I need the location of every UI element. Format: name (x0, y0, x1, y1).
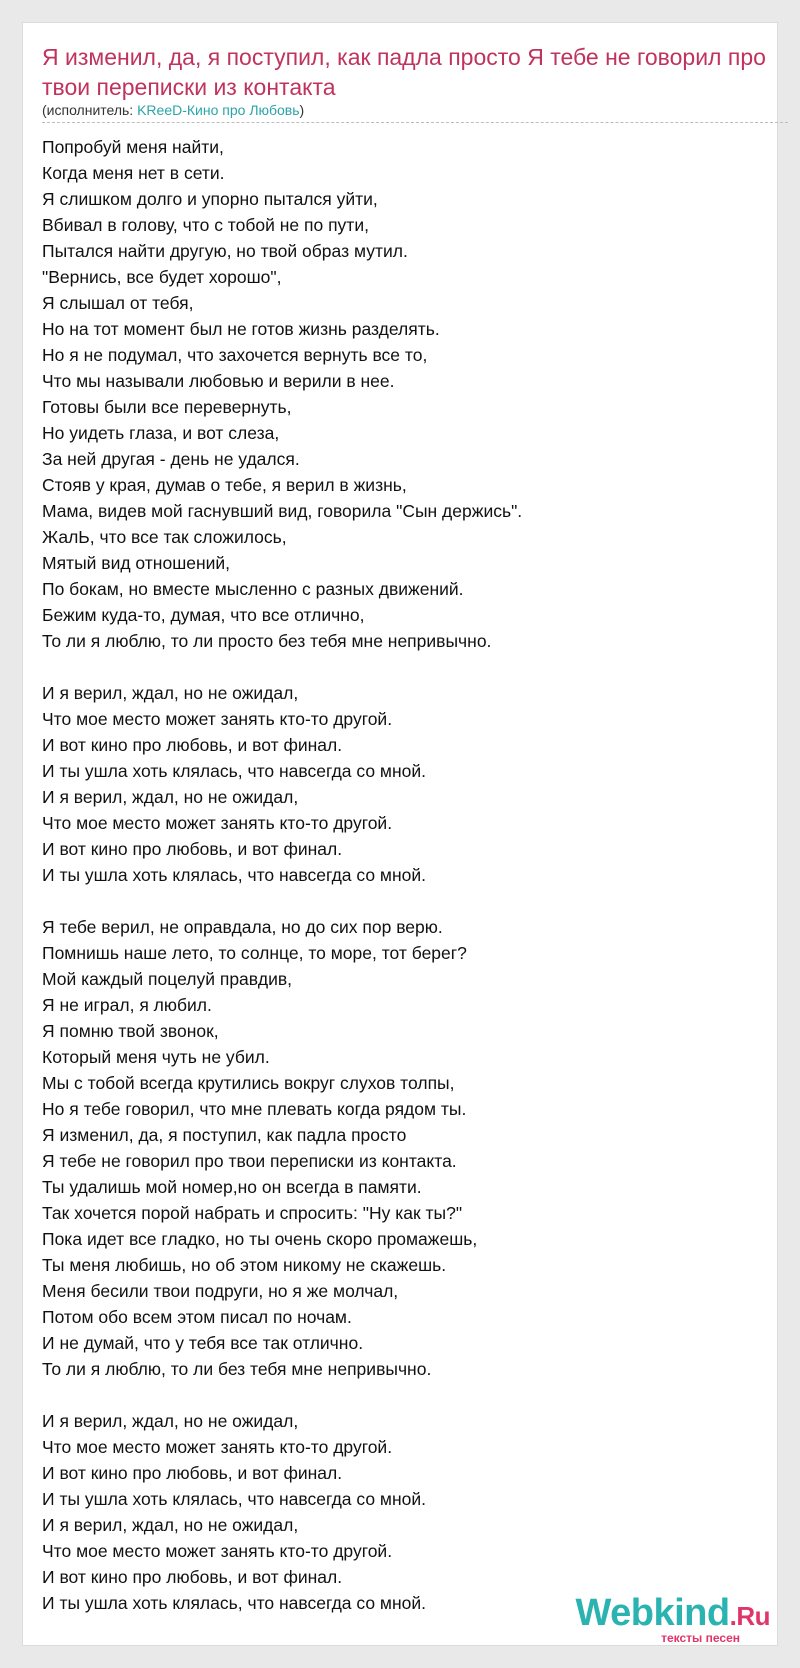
lyrics-line: Что мы называли любовью и верили в нее. (42, 371, 395, 391)
lyrics-line: Что мое место может занять кто-то другой. (42, 1437, 393, 1457)
lyrics-line: Но на тот момент был не готов жизнь разделять. (42, 319, 440, 339)
lyrics-line: Но уидеть глаза, и вот слеза, (42, 423, 280, 443)
lyrics-line: Ты меня любишь, но об этом никому не скажешь. (42, 1255, 447, 1275)
lyrics-stanza (42, 1408, 782, 1616)
lyrics-line: И не думай, что у тебя все так отлично. (42, 1333, 364, 1353)
lyrics-line: Что мое место может занять кто-то другой. (42, 813, 393, 833)
logo-tld: .Ru (729, 1601, 770, 1631)
lyrics-line: И я верил, ждал, но не ожидал, (42, 1411, 299, 1431)
lyrics-line: Вбивал в голову, что с тобой не по пути, (42, 215, 369, 235)
lyrics-line: Так хочется порой набрать и спросить: "Ну как ты?" (42, 1203, 463, 1223)
logo-main-text: Webkind (575, 1592, 730, 1634)
lyrics-line: По бокам, но вместе мысленно с разных движений. (42, 579, 464, 599)
artist-line (42, 101, 304, 119)
lyrics-line: И ты ушла хоть клялась, что навсегда со мной. (42, 865, 426, 885)
artist-prefix: (исполнитель: (42, 102, 138, 118)
lyrics-line: Что мое место может занять кто-то другой. (42, 1541, 393, 1561)
lyrics-line: Я помню твой звонок, (42, 1021, 219, 1041)
lyrics-line: И вот кино про любовь, и вот финал. (42, 1567, 343, 1587)
artist-link[interactable]: KReeD-Кино про Любовь (137, 102, 300, 118)
artist-suffix: ) (299, 102, 305, 118)
lyrics-stanza (42, 134, 782, 654)
lyrics-line: Мама, видев мой гаснувший вид, говорила "Сын держись". (42, 501, 523, 521)
lyrics-line: Который меня чуть не убил. (42, 1047, 270, 1067)
lyrics-line: Я изменил, да, я поступил, как падла просто (42, 1125, 407, 1145)
lyrics-line: Я слышал от тебя, (42, 293, 194, 313)
lyrics-line: ЖалЬ, что все так сложилось, (42, 527, 287, 547)
lyrics-line: Я тебе верил, не оправдала, но до сих пор верю. (42, 917, 443, 937)
page-title: Я изменил, да, я поступил, как падла просто Я тебе не говорил про твои переписки из контакта (42, 44, 766, 100)
lyrics-line: И вот кино про любовь, и вот финал. (42, 1463, 343, 1483)
lyrics-line: И я верил, ждал, но не ожидал, (42, 1515, 299, 1535)
lyrics-line: Ты удалишь мой номер,но он всегда в памяти. (42, 1177, 422, 1197)
lyrics-line: Я не играл, я любил. (42, 995, 212, 1015)
lyrics-line: Бежим куда-то, думая, что все отлично, (42, 605, 365, 625)
lyrics-line: Помнишь наше лето, то солнце, то море, тот берег? (42, 943, 467, 963)
lyrics-line: И вот кино про любовь, и вот финал. (42, 839, 343, 859)
lyrics-line: Но я не подумал, что захочется вернуть все то, (42, 345, 428, 365)
lyrics-line: Пока идет все гладко, но ты очень скоро промажешь, (42, 1229, 478, 1249)
lyrics-line: То ли я люблю, то ли без тебя мне непривычно. (42, 1359, 432, 1379)
lyrics-line: Когда меня нет в сети. (42, 163, 225, 183)
lyrics-text (42, 134, 782, 1645)
lyrics-line: И вот кино про любовь, и вот финал. (42, 735, 343, 755)
lyrics-line: И я верил, ждал, но не ожидал, (42, 787, 299, 807)
lyrics-line: Я слишком долго и упорно пытался уйти, (42, 189, 378, 209)
dashed-divider (42, 122, 788, 123)
lyrics-line: Потом обо всем этом писал по ночам. (42, 1307, 352, 1327)
lyrics-line: Мой каждый поцелуй правдив, (42, 969, 293, 989)
lyrics-line: Готовы были все перевернуть, (42, 397, 292, 417)
lyrics-line: Пытался найти другую, но твой образ мутил. (42, 241, 408, 261)
lyrics-line: То ли я люблю, то ли просто без тебя мне непривычно. (42, 631, 492, 651)
lyrics-line: Мятый вид отношений, (42, 553, 231, 573)
lyrics-stanza (42, 914, 782, 1382)
logo-tagline: тексты песен (661, 1631, 740, 1645)
lyrics-line: Мы с тобой всегда крутились вокруг слухов толпы, (42, 1073, 455, 1093)
lyrics-line: И я верил, ждал, но не ожидал, (42, 683, 299, 703)
lyrics-line: "Вернись, все будет хорошо", (42, 267, 282, 287)
lyrics-line: Стояв у края, думав о тебе, я верил в жизнь, (42, 475, 407, 495)
lyrics-line: И ты ушла хоть клялась, что навсегда со мной. (42, 1593, 426, 1613)
lyrics-line: Меня бесили твои подруги, но я же молчал, (42, 1281, 399, 1301)
logo-wordmark (575, 1593, 770, 1636)
lyrics-line: И ты ушла хоть клялась, что навсегда со мной. (42, 1489, 426, 1509)
lyrics-line: Что мое место может занять кто-то другой. (42, 709, 393, 729)
lyrics-line: За ней другая - день не удался. (42, 449, 300, 469)
lyrics-stanza (42, 680, 782, 888)
lyrics-line: И ты ушла хоть клялась, что навсегда со мной. (42, 761, 426, 781)
lyrics-line: Попробуй меня найти, (42, 137, 224, 157)
site-logo[interactable] (575, 1593, 770, 1644)
lyrics-line: Но я тебе говорил, что мне плевать когда рядом ты. (42, 1099, 467, 1119)
lyrics-line: Я тебе не говорил про твои переписки из контакта. (42, 1151, 457, 1171)
